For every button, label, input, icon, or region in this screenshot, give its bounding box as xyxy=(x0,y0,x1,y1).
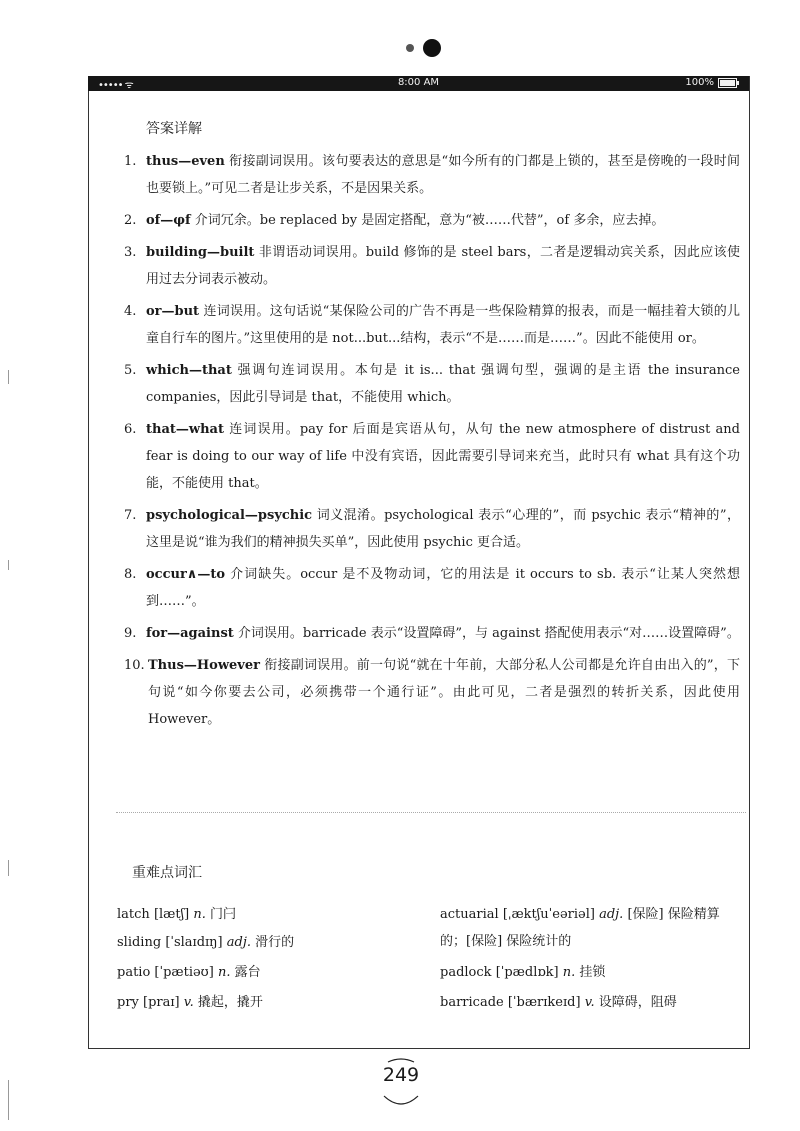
vocab-meaning: 滑行的 xyxy=(255,935,295,950)
status-time: 8:00 AM xyxy=(397,77,440,88)
answer-key: which—that xyxy=(146,363,232,378)
answer-explanation: 非谓语动词误用。build 修饰的是 steel bars，二者是逻辑动宾关系，因此应该使用过去分词表示被动。 xyxy=(146,245,740,287)
vocab-entry xyxy=(440,989,677,1016)
scan-mark xyxy=(8,370,9,384)
vocab-title: 重难点词汇 xyxy=(132,865,202,881)
vocab-ipa: [ˈpætiəʊ] xyxy=(154,965,214,980)
answer-number: 1. xyxy=(124,154,137,169)
answer-number: 7. xyxy=(124,508,137,523)
vocab-entry xyxy=(117,989,263,1016)
vocab-meaning: 露台 xyxy=(234,965,261,980)
vocab-meaning: [保险] 保险精算的；[保险] 保险统计的 xyxy=(440,907,720,949)
answer-item xyxy=(124,502,740,556)
answer-item xyxy=(124,620,740,647)
vocab-word: sliding xyxy=(117,935,162,950)
page-number: 249 xyxy=(382,1064,420,1086)
scan-mark xyxy=(8,860,9,876)
section-divider xyxy=(116,812,746,813)
vocab-meaning: 设障碍，阻碍 xyxy=(598,995,677,1010)
answer-explanation: 衔接副词误用。前一句说“就在十年前，大部分私人公司都是允许自由出入的”，下句说“如今你要去公司，必须携带一个通行证”。由此可见，二者是强烈的转折关系，因此使用 However。 xyxy=(148,658,740,727)
vocab-word: actuarial xyxy=(440,907,499,922)
answer-key: for—against xyxy=(146,626,234,641)
vocab-pos: adj. xyxy=(226,935,252,950)
answer-key: or—but xyxy=(146,304,200,319)
answer-key: psychological—psychic xyxy=(146,508,313,523)
answer-explanation: 介词缺失。occur 是不及物动词，它的用法是 it occurs to sb. 表示“让某人突然想到……”。 xyxy=(146,567,740,609)
vocab-pos: n. xyxy=(193,907,206,922)
vocab-entry xyxy=(117,929,294,956)
answer-key: thus—even xyxy=(146,154,225,169)
answer-number: 8. xyxy=(124,567,137,582)
answer-item xyxy=(124,561,740,615)
answer-explanation: 连词误用。pay for 后面是宾语从句，从句 the new atmosphere of distrust and fear is doing to our way of life 中没有宾语，因此需要引导词来充当，此时只有 what 具有这个功能，不能使用 that。 xyxy=(146,422,740,491)
answer-number: 9. xyxy=(124,626,137,641)
vocab-entry xyxy=(440,959,605,986)
vocab-word: barricade xyxy=(440,995,504,1010)
answer-key: that—what xyxy=(146,422,224,437)
sensor-dot xyxy=(423,39,441,57)
answers-list xyxy=(124,148,740,738)
answer-item xyxy=(124,207,740,234)
vocab-ipa: [lætʃ] xyxy=(153,907,190,922)
answer-explanation: 介词误用。barricade 表示“设置障碍”，与 against 搭配使用表示“对……设置障碍”。 xyxy=(233,626,740,641)
answer-item xyxy=(124,652,740,733)
vocab-ipa: [ˈbærɪkeɪd] xyxy=(507,995,581,1010)
vocab-pos: adj. xyxy=(599,907,624,922)
vocab-pos: n. xyxy=(217,965,231,980)
answer-number: 10. xyxy=(124,658,145,673)
answer-number: 4. xyxy=(124,304,137,319)
signal-icon: ••••• ᯤ xyxy=(98,80,133,91)
answer-explanation: 衔接副词误用。该句要表达的意思是“如今所有的门都是上锁的，甚至是傍晚的一段时间也要锁上。”可见二者是让步关系，不是因果关系。 xyxy=(146,154,740,196)
vocab-pos: v. xyxy=(183,995,194,1010)
vocab-meaning: 挂锁 xyxy=(579,965,606,980)
vocab-pos: n. xyxy=(562,965,576,980)
answer-item xyxy=(124,148,740,202)
camera-dot xyxy=(406,44,414,52)
vocab-entry xyxy=(117,901,236,928)
answer-key: Thus—However xyxy=(148,658,260,673)
answer-key: building—built xyxy=(146,245,255,260)
vocab-meaning: 门闩 xyxy=(210,907,237,922)
vocab-ipa: [ˌæktʃuˈeəriəl] xyxy=(502,907,595,922)
answer-item xyxy=(124,239,740,293)
vocab-entry xyxy=(117,959,261,986)
answer-explanation: 连词误用。这句话说“某保险公司的广告不再是一些保险精算的报表，而是一幅挂着大锁的儿童自行车的图片。”这里使用的是 not...but...结构，表示“不是……而是……”。因此不能使用 or。 xyxy=(146,304,740,346)
answer-item xyxy=(124,298,740,352)
vocab-entry xyxy=(440,901,740,955)
scan-mark xyxy=(8,560,9,570)
vocab-word: pry xyxy=(117,995,139,1010)
vocab-word: patio xyxy=(117,965,151,980)
status-bar xyxy=(88,76,749,91)
answer-explanation: 介词冗余。be replaced by 是固定搭配，意为“被……代替”，of 多余，应去掉。 xyxy=(190,213,665,228)
scan-mark xyxy=(8,1080,9,1120)
vocab-pos: v. xyxy=(584,995,595,1010)
vocab-word: padlock xyxy=(440,965,492,980)
vocab-ipa: [praɪ] xyxy=(143,995,180,1010)
battery-percent: 100% xyxy=(685,77,714,88)
answer-explanation: 词义混淆。psychological 表示“心理的”，而 psychic 表示“精神的”，这里是说“谁为我们的精神损失买单”，因此使用 psychic 更合适。 xyxy=(146,508,740,550)
answer-number: 5. xyxy=(124,363,137,378)
answer-number: 3. xyxy=(124,245,137,260)
answer-item xyxy=(124,357,740,411)
answer-explanation: 强调句连词误用。本句是 it is... that 强调句型，强调的是主语 the insurance companies，因此引导词是 that，不能使用 which。 xyxy=(146,363,740,405)
answer-number: 6. xyxy=(124,422,137,437)
answer-item xyxy=(124,416,740,497)
battery-icon xyxy=(718,78,737,88)
battery-status xyxy=(685,77,737,88)
vocab-meaning: 撬起，撬开 xyxy=(197,995,263,1010)
vocab-ipa: [ˈpædlɒk] xyxy=(495,965,559,980)
answer-number: 2. xyxy=(124,213,137,228)
answer-key: occur∧—to xyxy=(146,567,226,582)
answer-key: of—φf xyxy=(146,213,191,228)
vocab-word: latch xyxy=(117,907,150,922)
vocab-ipa: [ˈslaɪdɪŋ] xyxy=(165,935,223,950)
answers-title: 答案详解 xyxy=(146,121,202,137)
